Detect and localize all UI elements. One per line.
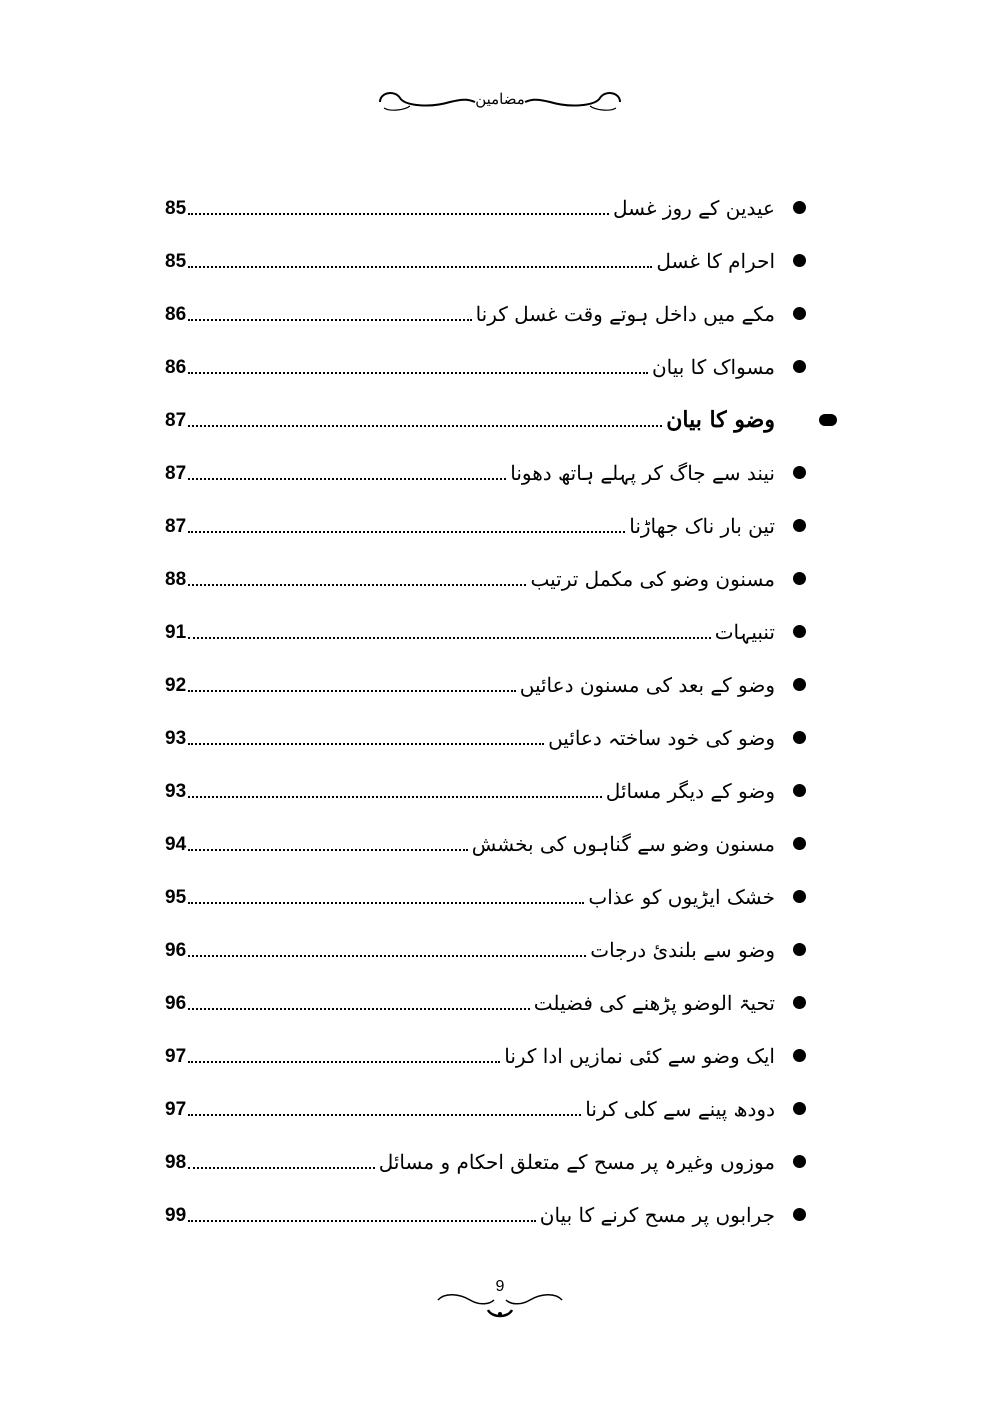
- page-number: 99: [165, 1205, 187, 1226]
- bullet-icon: [793, 254, 806, 267]
- page-header: [370, 80, 630, 130]
- bullet-icon: [793, 943, 806, 956]
- section-bullet-icon: [819, 414, 837, 426]
- dot-leader: [188, 583, 526, 586]
- toc-entry[interactable]: [165, 180, 805, 220]
- toc-entry[interactable]: [165, 1028, 805, 1068]
- bullet-icon: [793, 837, 806, 850]
- entry-title: مسنون وضو سے گناہوں کی بخشش: [471, 832, 775, 856]
- dot-leader: [188, 1166, 375, 1169]
- toc-entry[interactable]: [165, 498, 805, 538]
- dot-leader: [188, 1060, 500, 1063]
- page-number: 87: [165, 410, 187, 431]
- bullet-icon: [793, 1102, 806, 1115]
- bullet-icon: [793, 1155, 806, 1168]
- toc-entry[interactable]: [165, 816, 805, 856]
- toc-entry[interactable]: [165, 1187, 805, 1227]
- entry-title: تنبیہات: [714, 620, 775, 644]
- toc-entry[interactable]: [165, 286, 805, 326]
- dot-leader: [188, 795, 602, 798]
- page-number: 94: [165, 834, 187, 855]
- dot-leader: [188, 530, 625, 533]
- dot-leader: [188, 371, 648, 374]
- toc-entry[interactable]: [165, 339, 805, 379]
- entry-title: جرابوں پر مسح کرنے کا بیان: [539, 1203, 775, 1227]
- page-number: 96: [165, 940, 187, 961]
- bullet-icon: [793, 519, 806, 532]
- toc-entry[interactable]: [165, 1081, 805, 1121]
- page-number: 93: [165, 781, 187, 802]
- bullet-icon: [793, 1049, 806, 1062]
- toc-entry[interactable]: [165, 710, 805, 750]
- page-number: 85: [165, 198, 187, 219]
- bullet-icon: [793, 1208, 806, 1221]
- toc-section-heading[interactable]: [165, 392, 805, 432]
- dot-leader: [188, 265, 652, 268]
- page-number: 86: [165, 357, 187, 378]
- bullet-icon: [793, 360, 806, 373]
- entry-title: نیند سے جاگ کر پہلے ہاتھ دھونا: [510, 461, 775, 485]
- entry-title: خشک ایڑیوں کو عذاب: [588, 885, 775, 909]
- toc-entry[interactable]: [165, 1134, 805, 1174]
- bullet-icon: [793, 784, 806, 797]
- page-number: 88: [165, 569, 187, 590]
- entry-title: مسنون وضو کی مکمل ترتیب: [530, 567, 775, 591]
- dot-leader: [188, 636, 711, 639]
- entry-title: تین بار ناک جھاڑنا: [629, 514, 775, 538]
- bullet-icon: [793, 307, 806, 320]
- bullet-icon: [793, 201, 806, 214]
- page-number: 93: [165, 728, 187, 749]
- bullet-icon: [793, 890, 806, 903]
- entry-title: وضو کی خود ساختہ دعائیں: [548, 726, 775, 750]
- page-number: 97: [165, 1099, 187, 1120]
- dot-leader: [188, 212, 609, 215]
- dot-leader: [188, 954, 586, 957]
- dot-leader: [188, 901, 584, 904]
- toc-entry[interactable]: [165, 763, 805, 803]
- entry-title: وضو کے بعد کی مسنون دعائیں: [519, 673, 775, 697]
- entry-title: احرام کا غسل: [656, 249, 775, 273]
- dot-leader: [188, 318, 471, 321]
- dot-leader: [188, 689, 516, 692]
- entry-title: تحیۃ الوضو پڑھنے کی فضیلت: [533, 991, 775, 1015]
- bullet-icon: [793, 996, 806, 1009]
- page-number: 95: [165, 887, 187, 908]
- page-number: 86: [165, 304, 187, 325]
- page-number: 97: [165, 1046, 187, 1067]
- entry-title: وضو کے دیگر مسائل: [605, 779, 775, 803]
- dot-leader: [188, 1113, 581, 1116]
- page-number: 87: [165, 463, 187, 484]
- toc-entry[interactable]: [165, 657, 805, 697]
- entry-title: مکے میں داخل ہوتے وقت غسل کرنا: [475, 302, 775, 326]
- section-heading-title: وضو کا بیان: [666, 407, 775, 433]
- bullet-icon: [793, 678, 806, 691]
- toc-entry[interactable]: [165, 869, 805, 909]
- toc-entry[interactable]: [165, 551, 805, 591]
- bullet-icon: [793, 466, 806, 479]
- section-title: مضامین: [475, 90, 525, 108]
- dot-leader: [188, 424, 662, 427]
- entry-title: دودھ پینے سے کلی کرنا: [585, 1097, 775, 1121]
- dot-leader: [188, 742, 544, 745]
- bullet-icon: [793, 625, 806, 638]
- page-number: 87: [165, 516, 187, 537]
- entry-title: عیدین کے روز غسل: [613, 196, 775, 220]
- entry-title: مسواک کا بیان: [651, 355, 775, 379]
- toc-entry[interactable]: [165, 604, 805, 644]
- bullet-icon: [793, 572, 806, 585]
- toc-entry[interactable]: [165, 233, 805, 273]
- dot-leader: [188, 848, 468, 851]
- toc-entry[interactable]: [165, 975, 805, 1015]
- dot-leader: [188, 1007, 530, 1010]
- entry-title: موزوں وغیرہ پر مسح کے متعلق احکام و مسائل: [378, 1150, 775, 1174]
- page-number: 96: [165, 993, 187, 1014]
- toc-entry[interactable]: [165, 922, 805, 962]
- page-number: 92: [165, 675, 187, 696]
- page-number: 91: [165, 622, 187, 643]
- dot-leader: [188, 1219, 536, 1222]
- dot-leader: [188, 477, 506, 480]
- page-number: 85: [165, 251, 187, 272]
- page-number-footer: 9: [495, 1278, 505, 1295]
- toc-entry[interactable]: [165, 445, 805, 485]
- entry-title: ایک وضو سے کئی نمازیں ادا کرنا: [504, 1044, 775, 1068]
- entry-title: وضو سے بلندیٔ درجات: [590, 938, 775, 962]
- page-number: 98: [165, 1152, 187, 1173]
- bullet-icon: [793, 731, 806, 744]
- page-footer: [430, 1270, 570, 1330]
